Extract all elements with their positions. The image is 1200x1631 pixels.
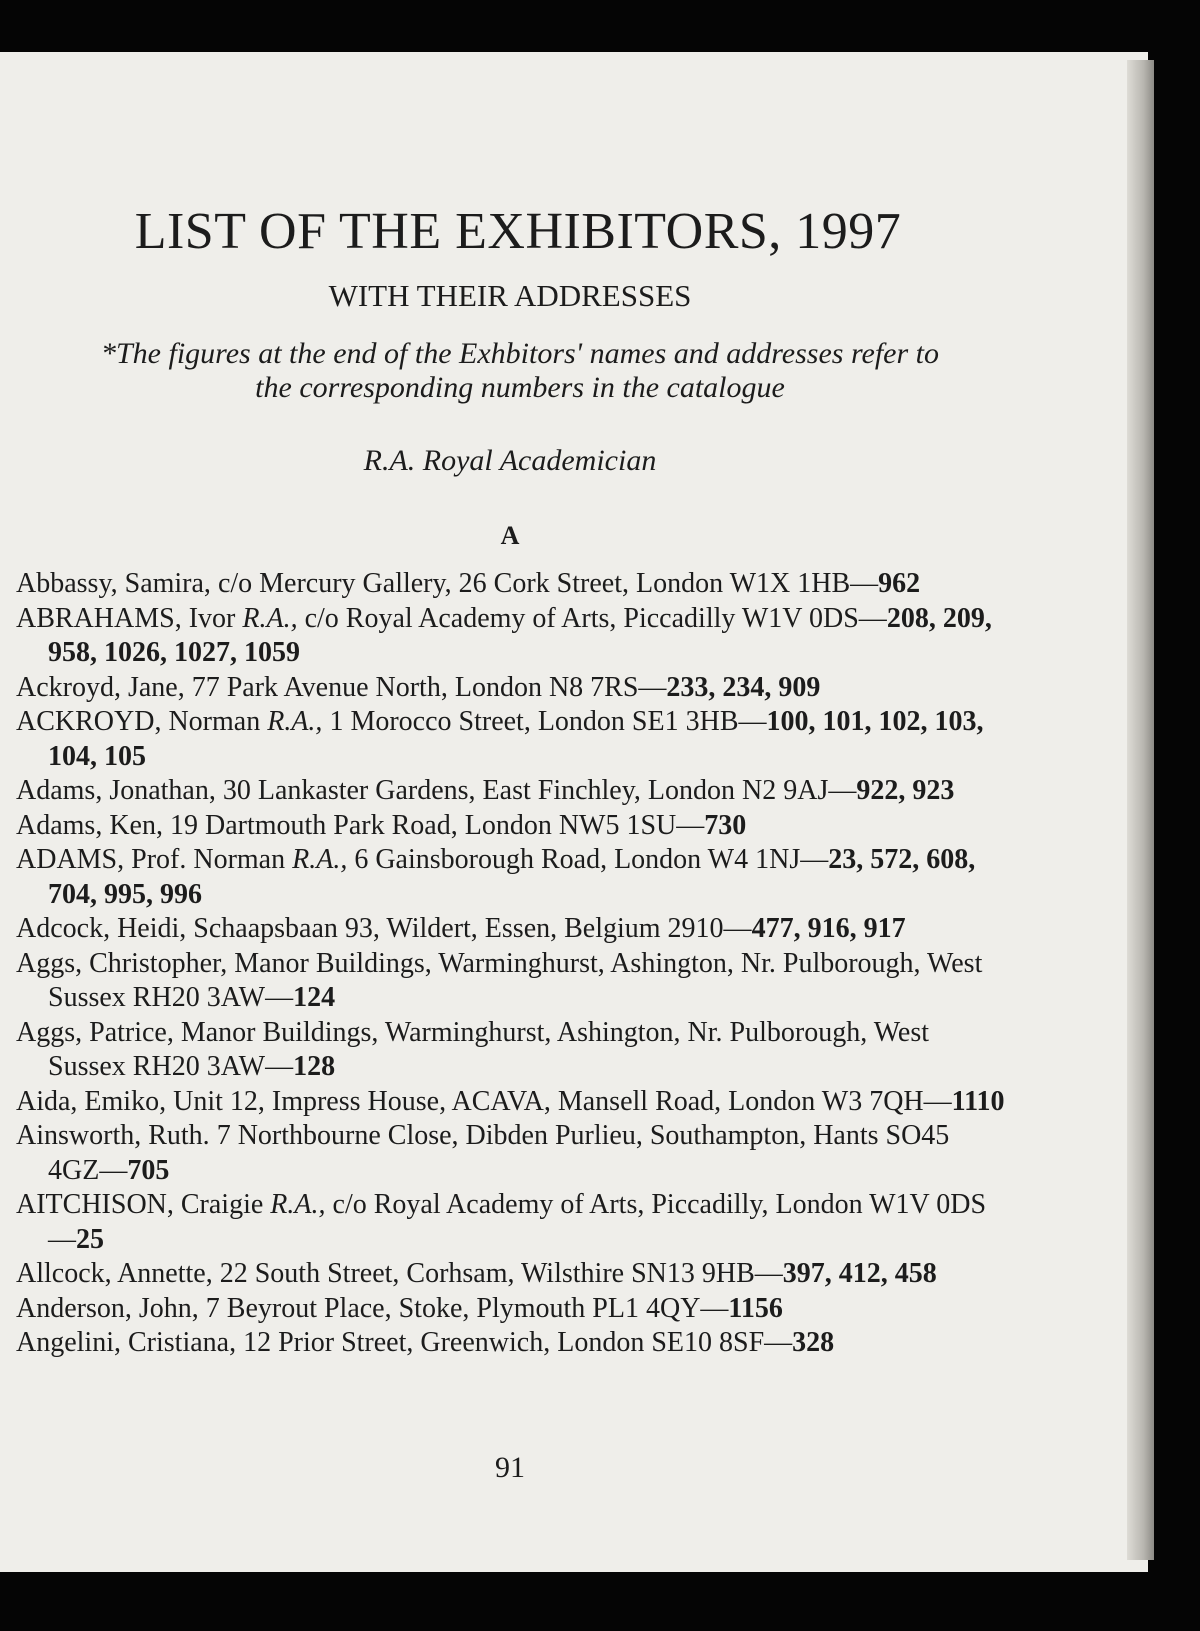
exhibitor-entry <box>16 671 1006 706</box>
exhibitor-entry <box>16 809 1006 844</box>
exhibitor-name: Adams, Ken, <box>16 809 163 841</box>
exhibitor-name: Aggs, Patrice, <box>16 1016 174 1048</box>
exhibitor-catalogue-numbers: 328 <box>792 1327 835 1358</box>
exhibitor-catalogue-numbers: 124 <box>293 982 336 1013</box>
exhibitor-ra: R.A., <box>242 602 298 634</box>
exhibitor-address: Unit 12, Impress House, ACAVA, Mansell Road, London W3 7QH— <box>173 1085 952 1117</box>
exhibitor-catalogue-numbers: 128 <box>293 1051 336 1082</box>
exhibitor-name: Adcock, Heidi, <box>16 913 187 944</box>
exhibitor-entry <box>16 1119 1006 1188</box>
exhibitor-catalogue-numbers: 705 <box>127 1154 170 1186</box>
exhibitor-catalogue-numbers: 397, 412, 458 <box>782 1258 937 1289</box>
exhibitor-catalogue-numbers: 23, 572, 608, 704, 995, 996 <box>48 844 976 910</box>
exhibitor-address: 22 South Street, Corhsam, Wilsthire SN13 9HB— <box>219 1258 783 1289</box>
exhibitor-list <box>16 567 1006 1361</box>
exhibitor-entry <box>16 602 1006 671</box>
section-letter: A <box>500 521 520 550</box>
exhibitor-entry <box>16 1188 1006 1257</box>
exhibitor-name: Ackroyd, Jane, <box>16 671 185 703</box>
exhibitor-catalogue-numbers: 1156 <box>728 1292 783 1324</box>
exhibitor-catalogue-numbers: 208, 209, 958, 1026, 1027, 1059 <box>48 602 992 668</box>
note-line-1: *The figures at the end of the Exhbitors' names and addresses refer to <box>101 337 939 370</box>
exhibitor-catalogue-numbers: 233, 234, 909 <box>666 671 821 703</box>
exhibitor-address: 7 Beyrout Place, Stoke, Plymouth PL1 4QY— <box>205 1292 729 1324</box>
exhibitor-name: Adams, Jonathan, <box>16 775 216 806</box>
exhibitor-catalogue-numbers: 922, 923 <box>856 775 955 806</box>
exhibitor-address: 6 Gainsborough Road, London W4 1NJ— <box>354 844 829 875</box>
exhibitor-name: Angelini, Cristiana, <box>16 1327 237 1358</box>
exhibitor-entry <box>16 1016 1006 1085</box>
exhibitor-name: ACKROYD, Norman <box>16 706 261 737</box>
page-subtitle: WITH THEIR ADDRESSES <box>328 278 692 313</box>
exhibitor-catalogue-numbers: 25 <box>76 1223 104 1255</box>
exhibitor-address: 12 Prior Street, Greenwich, London SE10 8SF— <box>243 1327 793 1358</box>
exhibitor-name: ABRAHAMS, Ivor <box>16 602 236 634</box>
exhibitor-catalogue-numbers: 1110 <box>951 1085 1005 1117</box>
note-line-2: the corresponding numbers in the catalogue <box>255 371 785 404</box>
exhibitor-catalogue-numbers: 477, 916, 917 <box>751 913 906 944</box>
exhibitor-address: 19 Dartmouth Park Road, London NW5 1SU— <box>169 809 705 841</box>
exhibitor-address: Manor Buildings, Warminghurst, Ashington, Nr. Pulborough, West Sussex RH20 3AW— <box>48 1016 929 1082</box>
exhibitor-catalogue-numbers: 100, 101, 102, 103, 104, 105 <box>48 706 984 772</box>
exhibitor-address: 30 Lankaster Gardens, East Finchley, London N2 9AJ— <box>222 775 857 806</box>
exhibitor-address: Manor Buildings, Warminghurst, Ashington, Nr. Pulborough, West Sussex RH20 3AW— <box>48 947 983 1013</box>
page-number: 91 <box>495 1451 525 1484</box>
exhibitor-address: c/o Mercury Gallery, 26 Cork Street, London W1X 1HB— <box>217 568 879 599</box>
exhibitor-entry <box>16 774 1006 809</box>
exhibitor-entry <box>16 1085 1006 1120</box>
catalogue-note <box>40 337 1000 405</box>
exhibitor-address: Schaapsbaan 93, Wildert, Essen, Belgium 2910— <box>193 913 752 944</box>
exhibitor-entry <box>16 912 1006 947</box>
exhibitor-name: AITCHISON, Craigie <box>16 1189 264 1220</box>
exhibitor-entry <box>16 1257 1006 1292</box>
exhibitor-ra: R.A., <box>292 844 348 875</box>
exhibitor-entry <box>16 567 1006 602</box>
exhibitor-name: Aida, Emiko, <box>16 1085 167 1117</box>
exhibitor-address: 7 Northbourne Close, Dibden Purlieu, Southampton, Hants SO45 4GZ— <box>48 1120 950 1186</box>
abbreviation-key: R.A. Royal Academician <box>363 444 657 477</box>
exhibitor-entry <box>16 1292 1006 1327</box>
exhibitor-entry <box>16 1326 1006 1361</box>
exhibitor-name: Aggs, Christopher, <box>16 947 228 979</box>
exhibitor-name: Ainsworth, Ruth. <box>16 1120 210 1151</box>
page-title: LIST OF THE EXHIBITORS, 1997 <box>134 203 902 260</box>
page-edge <box>1127 60 1154 1560</box>
exhibitor-catalogue-numbers: 730 <box>704 809 747 841</box>
exhibitor-name: Abbassy, Samira, <box>16 568 211 599</box>
exhibitor-name: ADAMS, Prof. Norman <box>16 844 286 875</box>
exhibitor-address: 1 Morocco Street, London SE1 3HB— <box>329 706 767 737</box>
exhibitor-name: Allcock, Annette, <box>16 1258 213 1289</box>
exhibitor-address: 77 Park Avenue North, London N8 7RS— <box>191 671 667 703</box>
exhibitor-entry <box>16 843 1006 912</box>
exhibitor-catalogue-numbers: 962 <box>878 568 921 599</box>
catalogue-page <box>0 52 1148 1572</box>
exhibitor-entry <box>16 705 1006 774</box>
exhibitor-ra: R.A., <box>267 706 323 737</box>
exhibitor-address: c/o Royal Academy of Arts, Piccadilly W1V 0DS— <box>304 602 887 634</box>
exhibitor-ra: R.A., <box>270 1189 326 1220</box>
exhibitor-entry <box>16 947 1006 1016</box>
exhibitor-name: Anderson, John, <box>16 1292 199 1324</box>
exhibitor-address: c/o Royal Academy of Arts, Piccadilly, London W1V 0DS— <box>48 1189 987 1255</box>
